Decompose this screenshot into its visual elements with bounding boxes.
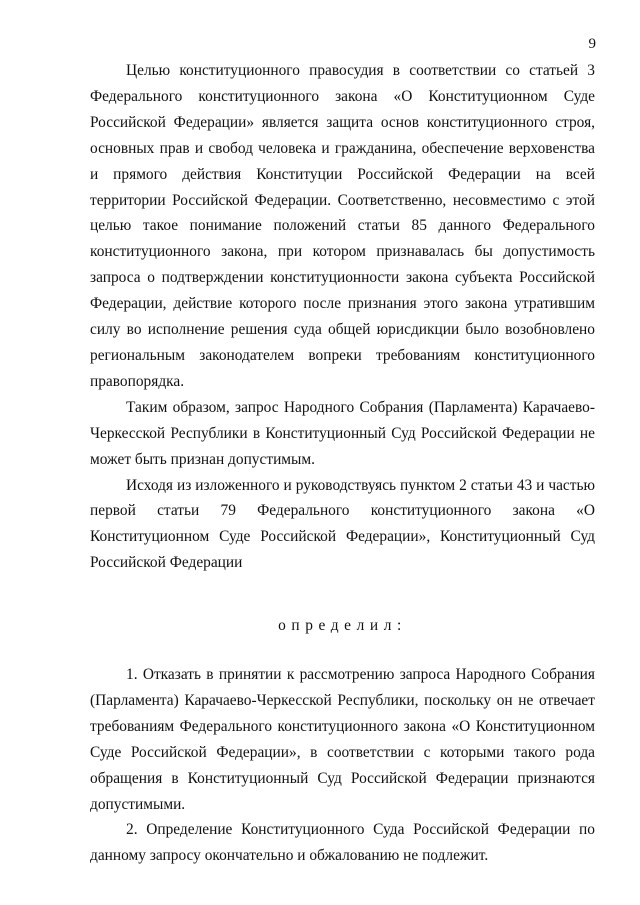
page-number: 9	[588, 36, 596, 52]
paragraph-grounds: Исходя из изложенного и руководствуясь пунктом 2 статьи 43 и частью первой статьи 79 Федерального конституционного закона «О Конституционном Суде Российской Федерации», Конституционный Суд Российской Федерации	[90, 476, 595, 572]
paragraph-purpose: Целью конституционного правосудия в соответствии со статьей 3 Федерального конституционного закона «О Конституционном Суде Российской Федерации» является защита основ конституционного строя, основных прав и свобод человека и гражданина, обеспечение верховенства и прямого действия Конституции Российской Федерации на всей территории Российской Федерации. Соответственно, несовместимо с этой целью такое понимание положений статьи 85 данного Федерального конституционного закона, при котором признавалась бы допустимость запроса о подтверждении конституционности закона субъекта Российской Федерации, действие которого после признания этого закона утратившим силу во исполнение решения суда общей юрисдикции было возобновлено региональным законодателем вопреки требованиям конституционного правопорядка.	[90, 62, 595, 390]
decision-heading: определил:	[278, 617, 407, 635]
paragraph-conclusion: Таким образом, запрос Народного Собрания (Парламента) Карачаево-Черкесской Республики в Конституционный Суд Российской Федерации не может быть признан допустимым.	[90, 398, 595, 468]
decision-item-2: 2. Определение Конституционного Суда Российской Федерации по данному запросу окончательно и обжалованию не подлежит.	[90, 821, 595, 865]
decision-item-1: 1. Отказать в принятии к рассмотрению запроса Народного Собрания (Парламента) Карачаево-Черкесской Республики, поскольку он не отвечает требованиям Федерального конституционного закона «О Конституционном Суде Российской Федерации», в соответствии с которыми такого рода обращения в Конституционный Суд Российской Федерации признаются допустимыми.	[90, 666, 595, 813]
document-body	[90, 58, 595, 869]
